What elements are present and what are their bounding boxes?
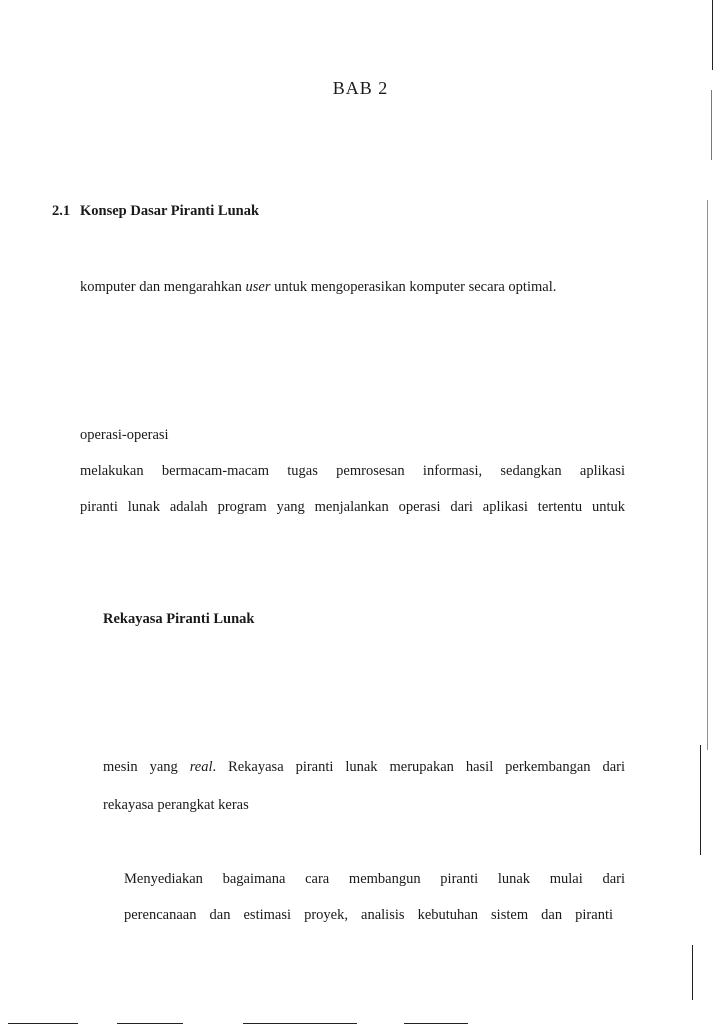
paragraph-line: rekayasa perangkat keras — [103, 797, 249, 813]
chapter-title: BAB 2 — [332, 78, 389, 98]
scan-edge-mark — [707, 200, 708, 750]
paragraph-line: operasi-operasi — [80, 427, 169, 443]
scan-edge-mark — [711, 90, 712, 160]
section-number: 2.1 — [52, 203, 71, 219]
section-heading — [52, 202, 259, 220]
scan-bottom-mark — [8, 1023, 78, 1024]
italic-term: user — [245, 279, 271, 295]
scan-bottom-mark — [243, 1023, 357, 1024]
scan-edge-mark — [700, 745, 701, 855]
paragraph-line: Menyediakan bagaimana cara membangun piranti lunak mulai dari — [124, 871, 625, 887]
italic-term: real — [189, 759, 213, 775]
scan-bottom-mark — [404, 1023, 468, 1024]
paragraph-line: piranti lunak adalah program yang menjalankan operasi dari aplikasi tertentu untuk — [80, 499, 625, 515]
text-run: komputer dan mengarahkan — [80, 279, 246, 295]
scan-edge-mark — [712, 0, 713, 70]
text-run: untuk mengoperasikan komputer secara optimal. — [270, 279, 557, 295]
paragraph-line — [103, 758, 625, 776]
text-run: mesin yang — [103, 759, 190, 775]
paragraph-line — [80, 278, 556, 296]
text-run: . Rekayasa piranti lunak merupakan hasil perkembangan dari — [212, 759, 625, 775]
paragraph-line: melakukan bermacam-macam tugas pemrosesan informasi, sedangkan aplikasi — [80, 463, 625, 479]
paragraph-line: perencanaan dan estimasi proyek, analisis kebutuhan sistem dan piranti — [124, 907, 613, 923]
subsection-heading: Rekayasa Piranti Lunak — [103, 611, 255, 627]
scan-bottom-mark — [117, 1023, 183, 1024]
section-title: Konsep Dasar Piranti Lunak — [80, 203, 260, 219]
scan-edge-mark — [692, 945, 693, 1000]
